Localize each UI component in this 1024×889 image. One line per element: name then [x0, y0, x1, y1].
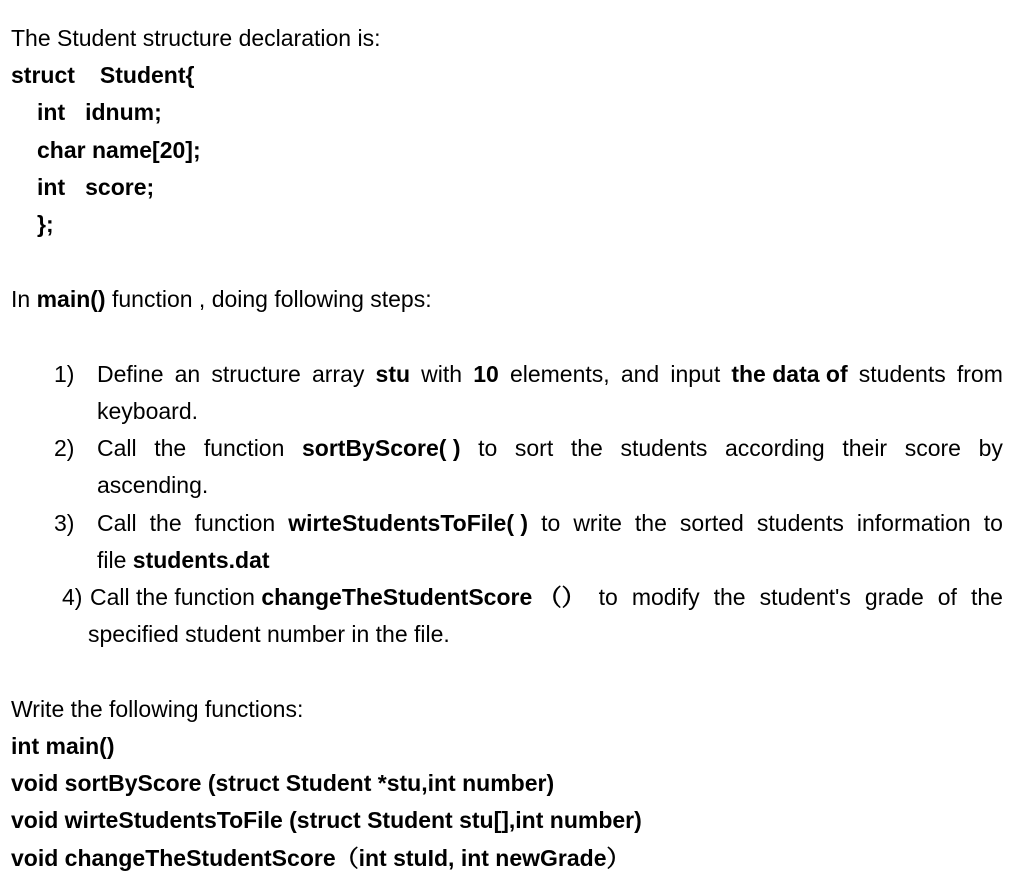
- word: their: [842, 435, 888, 461]
- code-struct-name: Student{: [99, 62, 195, 88]
- word: sort: [514, 435, 554, 461]
- word: Call: [97, 510, 137, 536]
- bold-term: changeTheStudentScore （）: [261, 584, 585, 610]
- word: student's: [759, 584, 851, 610]
- function-signature-write: void wirteStudentsToFile (struct Student stu[],int number): [11, 807, 642, 833]
- word: according: [725, 435, 825, 461]
- step-4-prefix: Call the function: [90, 584, 262, 610]
- word: the: [570, 435, 603, 461]
- word: and: [620, 361, 660, 387]
- word: Call: [97, 435, 137, 461]
- code-type-int: int: [37, 174, 66, 200]
- step-3-line-2: [97, 546, 270, 574]
- word: to: [541, 510, 561, 536]
- word: by: [978, 435, 1003, 461]
- code-line-name: char name[20];: [37, 137, 201, 163]
- code-field-idnum: idnum;: [85, 99, 162, 125]
- word: Define: [97, 361, 164, 387]
- word: function: [203, 435, 285, 461]
- word: grade: [864, 584, 924, 610]
- bold-filename: students.dat: [132, 547, 270, 573]
- code-line-struct: [11, 61, 194, 89]
- word: sorted: [679, 510, 744, 536]
- main-intro: [11, 285, 432, 313]
- step-3-line-2-prefix: file: [97, 547, 133, 573]
- function-signature-change: void changeTheStudentScore（int stuId, int newGrade）: [11, 845, 630, 871]
- word: students: [858, 361, 946, 387]
- code-line-close: };: [37, 211, 54, 237]
- step-1-number: 1): [54, 361, 75, 387]
- word: the: [713, 584, 746, 610]
- code-line-idnum: [37, 98, 162, 126]
- word: array: [311, 361, 365, 387]
- step-4-line-2: specified student number in the file.: [88, 621, 450, 647]
- step-1-line-1: [97, 360, 1003, 388]
- bold-term: the data of: [731, 361, 848, 387]
- word: an: [174, 361, 201, 387]
- step-2-line-1: [97, 434, 1003, 462]
- word: elements,: [509, 361, 610, 387]
- word: the: [149, 510, 182, 536]
- word: students: [756, 510, 844, 536]
- code-type-int: int: [37, 99, 66, 125]
- main-intro-suffix: function , doing following steps:: [105, 286, 432, 312]
- word: input: [670, 361, 721, 387]
- word: modify: [631, 584, 700, 610]
- bold-term: stu: [375, 361, 411, 387]
- step-4-line-1: [90, 583, 1003, 611]
- word: of: [937, 584, 957, 610]
- code-field-score: score;: [85, 174, 155, 200]
- word: the: [154, 435, 187, 461]
- word: information: [856, 510, 971, 536]
- word: write: [573, 510, 622, 536]
- function-signature-sort: void sortByScore (struct Student *stu,int number): [11, 770, 555, 796]
- struct-intro: The Student structure declaration is:: [11, 25, 381, 51]
- code-keyword-struct: struct: [11, 62, 75, 88]
- main-intro-fn: main(): [36, 286, 106, 312]
- word: function: [194, 510, 276, 536]
- step-3-number: 3): [54, 510, 75, 536]
- main-intro-prefix: In: [11, 286, 37, 312]
- bold-term: sortByScore( ): [302, 435, 461, 461]
- code-line-score: [37, 173, 154, 201]
- word: score: [904, 435, 961, 461]
- functions-intro: Write the following functions:: [11, 696, 304, 722]
- step-4-number: 4): [62, 584, 83, 610]
- step-3-line-1: [97, 509, 1003, 537]
- word: the: [970, 584, 1003, 610]
- word: with: [421, 361, 463, 387]
- step-2-line-2: ascending.: [97, 472, 209, 498]
- word: to: [478, 435, 498, 461]
- bold-term: 10: [473, 361, 499, 387]
- step-2-number: 2): [54, 435, 75, 461]
- step-1-line-2: keyboard.: [97, 398, 199, 424]
- word: structure: [211, 361, 301, 387]
- word: the: [634, 510, 667, 536]
- word: to: [983, 510, 1003, 536]
- word: students: [620, 435, 708, 461]
- bold-term: wirteStudentsToFile( ): [288, 510, 529, 536]
- word: to: [598, 584, 618, 610]
- word: from: [956, 361, 1003, 387]
- function-signature-main: int main(): [11, 733, 115, 759]
